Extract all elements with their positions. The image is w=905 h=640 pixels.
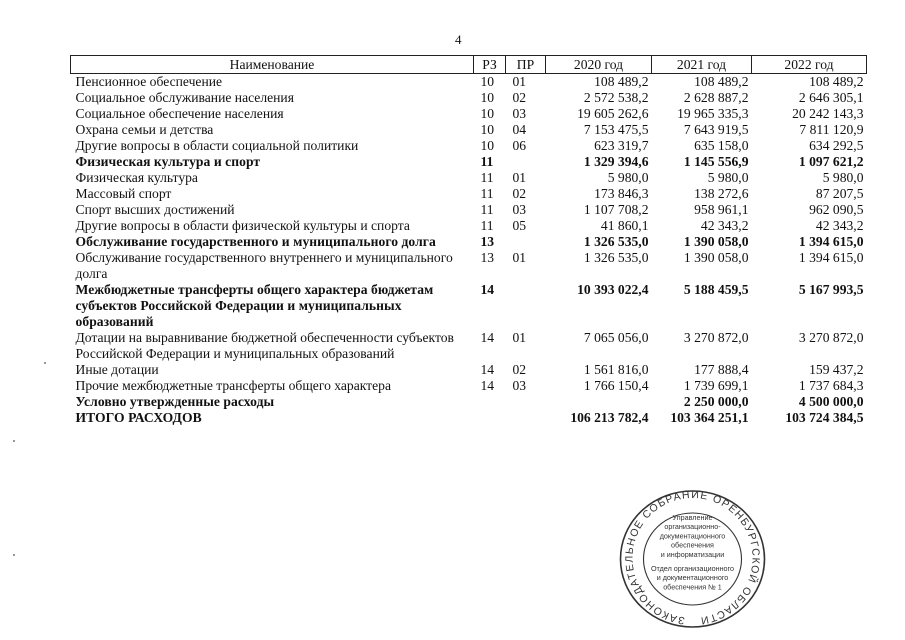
row-value-2022: 3 270 872,0 bbox=[798, 330, 864, 345]
row-name: Физическая культура bbox=[75, 170, 198, 185]
row-pr: 04 bbox=[512, 122, 527, 137]
row-value-2020: 1 326 535,0 bbox=[583, 250, 649, 265]
row-value-2020: 41 860,1 bbox=[600, 218, 649, 233]
row-rz: 10 bbox=[480, 106, 495, 121]
row-value-2021: 1 145 556,9 bbox=[683, 154, 749, 169]
row-value-2021: 19 965 335,3 bbox=[677, 106, 749, 121]
row-value-2022: 87 207,5 bbox=[815, 186, 864, 201]
row-value-2020 bbox=[546, 394, 652, 410]
row-value-2021: 7 643 919,5 bbox=[683, 122, 749, 137]
row-value-2022: 962 090,5 bbox=[809, 202, 864, 217]
row-value-2021: 42 343,2 bbox=[700, 218, 749, 233]
row-name: Дотации на выравнивание бюджетной обеспеченности субъектов Российской Федерации и муниципальных образований bbox=[75, 330, 454, 361]
row-value-2020: 10 393 022,4 bbox=[577, 282, 649, 297]
row-value-2020: 1 107 708,2 bbox=[583, 202, 649, 217]
row-name: ИТОГО РАСХОДОВ bbox=[75, 410, 202, 425]
seal-inner-line: обеспечения bbox=[671, 540, 714, 550]
header-name: Наименование bbox=[71, 56, 474, 74]
scan-speck bbox=[13, 440, 15, 442]
row-value-2020: 1 766 150,4 bbox=[583, 378, 649, 393]
table-row bbox=[71, 394, 867, 410]
table-row bbox=[71, 218, 867, 234]
table-row bbox=[71, 410, 867, 426]
table-body bbox=[71, 74, 867, 427]
row-value-2020: 1 561 816,0 bbox=[583, 362, 649, 377]
row-name: Спорт высших достижений bbox=[75, 202, 235, 217]
table-header-row bbox=[71, 56, 867, 74]
row-value-2020: 5 980,0 bbox=[607, 170, 649, 185]
row-pr bbox=[506, 154, 546, 170]
row-rz: 13 bbox=[480, 250, 495, 265]
seal-inner-line: Отдел организационного bbox=[650, 564, 735, 573]
row-value-2021: 108 489,2 bbox=[694, 74, 749, 89]
row-name: Пенсионное обеспечение bbox=[75, 74, 223, 89]
header-2021: 2021 год bbox=[652, 56, 752, 74]
seal-inner-line: и информатизации bbox=[660, 549, 725, 559]
row-value-2020: 106 213 782,4 bbox=[570, 410, 649, 425]
row-name: Прочие межбюджетные трансферты общего характера bbox=[75, 378, 391, 393]
header-rz: РЗ bbox=[474, 56, 506, 74]
row-value-2022: 7 811 120,9 bbox=[799, 122, 864, 137]
row-name: Другие вопросы в области социальной политики bbox=[75, 138, 359, 153]
row-rz bbox=[474, 394, 506, 410]
row-value-2022: 634 292,5 bbox=[809, 138, 864, 153]
row-value-2022: 2 646 305,1 bbox=[798, 90, 864, 105]
row-value-2020: 2 572 538,2 bbox=[583, 90, 649, 105]
row-rz: 14 bbox=[480, 378, 495, 393]
row-value-2021: 1 390 058,0 bbox=[683, 234, 749, 249]
row-value-2022: 1 394 615,0 bbox=[798, 250, 864, 265]
row-value-2022: 159 437,2 bbox=[809, 362, 864, 377]
row-name: Социальное обеспечение населения bbox=[75, 106, 284, 121]
row-pr: 02 bbox=[512, 186, 527, 201]
row-name: Физическая культура и спорт bbox=[75, 154, 261, 169]
row-value-2022: 5 167 993,5 bbox=[798, 282, 864, 297]
row-name: Другие вопросы в области физической культуры и спорта bbox=[75, 218, 410, 233]
row-rz: 10 bbox=[480, 138, 495, 153]
row-value-2020: 7 065 056,0 bbox=[583, 330, 649, 345]
seal-inner-line: документационного bbox=[659, 531, 726, 541]
row-value-2020: 623 319,7 bbox=[594, 138, 649, 153]
row-value-2020: 19 605 262,6 bbox=[577, 106, 649, 121]
row-pr: 01 bbox=[512, 170, 527, 185]
row-value-2022: 1 394 615,0 bbox=[798, 234, 864, 249]
row-pr bbox=[506, 394, 546, 410]
row-value-2022: 108 489,2 bbox=[809, 74, 864, 89]
table-row bbox=[71, 90, 867, 106]
table-row bbox=[71, 170, 867, 186]
row-rz: 10 bbox=[480, 90, 495, 105]
row-value-2021: 103 364 251,1 bbox=[670, 410, 749, 425]
row-value-2021: 2 250 000,0 bbox=[683, 394, 749, 409]
row-value-2022: 5 980,0 bbox=[822, 170, 864, 185]
row-pr: 02 bbox=[512, 90, 527, 105]
row-value-2021: 958 961,1 bbox=[694, 202, 749, 217]
table-row bbox=[71, 122, 867, 138]
row-rz: 10 bbox=[480, 122, 495, 137]
row-pr: 01 bbox=[512, 250, 527, 265]
row-value-2021: 1 739 699,1 bbox=[683, 378, 749, 393]
official-seal bbox=[610, 487, 775, 632]
row-value-2021: 1 390 058,0 bbox=[683, 250, 749, 265]
row-rz: 13 bbox=[480, 234, 495, 249]
row-pr: 03 bbox=[512, 378, 527, 393]
row-name: Межбюджетные трансферты общего характера бюджетам субъектов Российской Федерации и муниципальных образований bbox=[75, 282, 434, 329]
row-rz: 14 bbox=[480, 330, 495, 345]
scan-speck bbox=[44, 362, 46, 364]
row-name: Обслуживание государственного и муниципального долга bbox=[75, 234, 436, 249]
table-row bbox=[71, 138, 867, 154]
row-value-2021: 5 980,0 bbox=[707, 170, 749, 185]
row-rz: 11 bbox=[480, 218, 494, 233]
budget-table bbox=[70, 55, 867, 426]
row-rz bbox=[474, 410, 506, 426]
table-row bbox=[71, 234, 867, 250]
row-name: Охрана семьи и детства bbox=[75, 122, 214, 137]
row-rz: 14 bbox=[480, 282, 495, 297]
row-value-2021: 3 270 872,0 bbox=[683, 330, 749, 345]
row-pr: 02 bbox=[512, 362, 527, 377]
row-name: Иные дотации bbox=[75, 362, 159, 377]
row-value-2022: 42 343,2 bbox=[815, 218, 864, 233]
row-value-2021: 177 888,4 bbox=[694, 362, 749, 377]
row-value-2021: 138 272,6 bbox=[694, 186, 749, 201]
page-number: 4 bbox=[455, 32, 462, 47]
row-rz: 10 bbox=[480, 74, 495, 89]
header-pr: ПР bbox=[506, 56, 546, 74]
row-value-2022: 1 737 684,3 bbox=[798, 378, 864, 393]
table-row bbox=[71, 378, 867, 394]
row-name: Условно утвержденные расходы bbox=[75, 394, 275, 409]
row-value-2020: 173 846,3 bbox=[594, 186, 649, 201]
row-value-2022: 103 724 384,5 bbox=[785, 410, 864, 425]
header-2022: 2022 год bbox=[752, 56, 867, 74]
row-value-2020: 108 489,2 bbox=[594, 74, 649, 89]
row-pr: 03 bbox=[512, 106, 527, 121]
row-value-2021: 5 188 459,5 bbox=[683, 282, 749, 297]
seal-inner-line: организационно- bbox=[664, 522, 721, 532]
row-pr: 06 bbox=[512, 138, 527, 153]
row-name: Массовый спорт bbox=[75, 186, 172, 201]
row-value-2020: 1 329 394,6 bbox=[583, 154, 649, 169]
header-2020: 2020 год bbox=[546, 56, 652, 74]
row-pr: 03 bbox=[512, 202, 527, 217]
table-row bbox=[71, 106, 867, 122]
table-row bbox=[71, 186, 867, 202]
row-value-2022: 20 242 143,3 bbox=[792, 106, 864, 121]
table-row bbox=[71, 282, 867, 330]
row-pr bbox=[506, 282, 546, 330]
row-pr: 05 bbox=[512, 218, 527, 233]
row-pr bbox=[506, 410, 546, 426]
row-name: Социальное обслуживание населения bbox=[75, 90, 294, 105]
row-value-2020: 1 326 535,0 bbox=[583, 234, 649, 249]
row-pr: 01 bbox=[512, 330, 527, 345]
table-row bbox=[71, 74, 867, 91]
seal-inner-line: и документационного bbox=[656, 573, 729, 583]
row-value-2021: 635 158,0 bbox=[694, 138, 749, 153]
table-row bbox=[71, 362, 867, 378]
row-name: Обслуживание государственного внутреннего и муниципального долга bbox=[75, 250, 453, 281]
table-row bbox=[71, 154, 867, 170]
scan-speck bbox=[13, 554, 15, 556]
table-row bbox=[71, 202, 867, 218]
row-rz: 11 bbox=[480, 186, 494, 201]
row-value-2021: 2 628 887,2 bbox=[683, 90, 749, 105]
seal-inner-line: Управление bbox=[672, 513, 713, 522]
row-pr bbox=[506, 234, 546, 250]
row-value-2022: 1 097 621,2 bbox=[798, 154, 864, 169]
table-row bbox=[71, 330, 867, 362]
row-value-2022: 4 500 000,0 bbox=[798, 394, 864, 409]
row-rz: 11 bbox=[480, 154, 494, 169]
row-rz: 14 bbox=[480, 362, 495, 377]
row-pr: 01 bbox=[512, 74, 527, 89]
seal-outer-text: ЗАКОНОДАТЕЛЬНОЕ СОБРАНИЕ ОРЕНБУРГСКОЙ ОБЛАСТИ bbox=[623, 488, 762, 627]
row-value-2020: 7 153 475,5 bbox=[583, 122, 649, 137]
seal-inner-line: обеспечения № 1 bbox=[663, 582, 722, 592]
table-row bbox=[71, 250, 867, 282]
row-rz: 11 bbox=[480, 202, 494, 217]
row-rz: 11 bbox=[480, 170, 494, 185]
